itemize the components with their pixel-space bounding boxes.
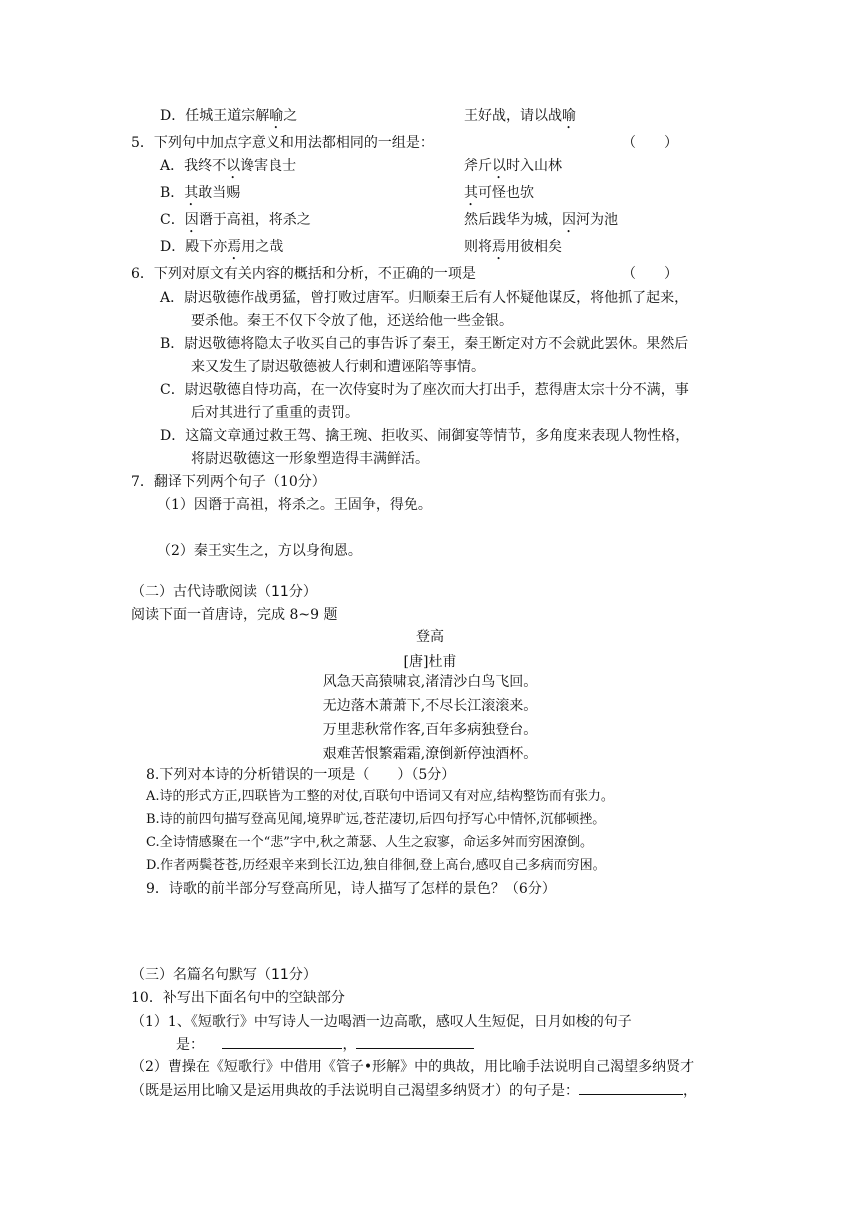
q9-stem: 9．诗歌的前半部分写登高所见，诗人描写了怎样的景色？（6分） bbox=[146, 881, 556, 897]
q7-sentence-2: （2）秦王实生之，方以身徇恩。 bbox=[157, 543, 362, 559]
q6-option-d-line2: 将尉迟敬德这一形象塑造得丰满鲜活。 bbox=[191, 451, 429, 467]
q5-option-b-right-text-end: 可怪也欤 bbox=[478, 185, 534, 201]
q6-option-d-line1 bbox=[160, 426, 689, 446]
q5-option-b-left-text-end: 敢当赐 bbox=[198, 185, 241, 201]
q5-option-c-right-dotted: 因 bbox=[562, 212, 576, 228]
q6-answer-paren: （ ） bbox=[622, 266, 678, 282]
q10-item1-prefix: 是： bbox=[176, 1037, 204, 1053]
q8-option-b: B.诗的前四句描写登高见闻,境界旷远,苍茫凄切,后四句抒写心中情怀,沉郁顿挫。 bbox=[146, 812, 606, 827]
q6-option-c-text1: 尉迟敬德自恃功高，在一次侍宴时为了座次而大打出手，惹得唐太宗十分不满，事 bbox=[184, 382, 689, 398]
q6-option-a-label: A． bbox=[160, 290, 185, 306]
q5-option-c-left-text-end: 谮于高祖，将杀之 bbox=[198, 212, 311, 228]
q10-stem: 10．补写出下面名句中的空缺部分 bbox=[131, 990, 345, 1006]
poem-author: [唐]杜甫 bbox=[403, 654, 457, 670]
q10-item1-blank-1[interactable] bbox=[222, 1034, 342, 1049]
q5-option-b-left bbox=[160, 183, 240, 209]
q7-stem: 7．翻译下列两个句子（10分） bbox=[131, 474, 326, 490]
q5-option-d-right-dotted: 焉 bbox=[492, 239, 506, 255]
q4-option-d-left-dotted: 喻 bbox=[269, 108, 284, 124]
q6-stem: 6．下列对原文有关内容的概括和分析，不正确的一项是 bbox=[131, 266, 476, 282]
q6-option-c-line2: 后对其进行了重重的责罚。 bbox=[191, 405, 359, 421]
q5-option-d-left-text: 殿下亦 bbox=[185, 239, 228, 255]
q10-item1-answer-line bbox=[176, 1034, 474, 1055]
q5-option-a-right bbox=[464, 156, 562, 182]
q5-option-d-right-text-end: 用彼相矣 bbox=[506, 239, 562, 255]
q5-option-a-left-text: 我终不 bbox=[184, 158, 227, 174]
q6-option-d-text1: 这篇文章通过救王驾、擒王琬、拒收买、闹御宴等情节，多角度来表现人物性格， bbox=[185, 428, 690, 444]
q8-stem: 8.下列对本诗的分析错误的一项是（ ）（5分） bbox=[146, 767, 456, 783]
q10-item2-line1: （2）曹操在《短歌行》中借用《管子•形解》中的典故，用比喻手法说明自己渴望多纳贤才 bbox=[131, 1059, 695, 1075]
q5-option-b-left-dotted: 其 bbox=[184, 185, 199, 201]
q10-item2-text: （既是运用比喻又是运用典故的手法说明自己渴望多纳贤才）的句子是： bbox=[131, 1083, 579, 1099]
q5-option-c-right bbox=[464, 210, 618, 236]
q5-option-a-right-dotted: 以 bbox=[492, 158, 506, 174]
q5-option-d-left bbox=[160, 237, 283, 263]
q6-option-a-line1 bbox=[160, 288, 688, 308]
q5-option-c-right-text-end: 河为池 bbox=[576, 212, 618, 228]
q5-option-d-left-dotted: 焉 bbox=[227, 239, 242, 255]
q5-option-a-right-text-end: 时入山林 bbox=[506, 158, 562, 174]
q5-stem: 5．下列句中加点字意义和用法都相同的一组是： bbox=[131, 135, 434, 151]
q6-option-c-line1 bbox=[160, 380, 689, 400]
q10-item1-line1: （1）1、《短歌行》中写诗人一边喝酒一边高歌，感叹人生短促，日月如梭的句子 bbox=[131, 1014, 632, 1030]
q5-option-a-left-text-end: 谗害良士 bbox=[240, 158, 297, 174]
q5-option-a-label: A． bbox=[160, 158, 185, 174]
q5-option-c-right-text: 然后践华为城， bbox=[464, 212, 562, 228]
poem-line-2: 无边落木萧萧下,不尽长江滚滚来。 bbox=[322, 698, 538, 714]
q6-option-c-label: C． bbox=[160, 382, 185, 398]
q5-option-d-left-text-end: 用之哉 bbox=[241, 239, 284, 255]
q10-item2-tail: ， bbox=[683, 1083, 697, 1099]
section2-intro: 阅读下面一首唐诗，完成 8~9 题 bbox=[131, 607, 338, 623]
poem-title: 登高 bbox=[416, 629, 444, 645]
q4-option-d-right-text: 王好战，请以战 bbox=[464, 108, 562, 124]
q5-option-d-right-text: 则将 bbox=[464, 239, 492, 255]
q6-option-d-label: D． bbox=[160, 428, 186, 444]
q4-option-d-right-dotted: 喻 bbox=[562, 108, 576, 124]
q5-option-c-left bbox=[160, 210, 311, 236]
q5-option-b-right bbox=[464, 183, 534, 209]
q6-option-b-label: B． bbox=[160, 336, 185, 352]
q8-option-a: A.诗的形式方正,四联皆为工整的对仗,百联句中语词又有对应,结构整饬而有张力。 bbox=[146, 789, 614, 804]
q4-option-d-right bbox=[464, 106, 576, 132]
q5-option-c-left-dotted: 因 bbox=[184, 212, 199, 228]
q8-option-c: C.全诗情感聚在一个“悲”字中,秋之萧瑟、人生之寂寥，命运多舛而穷困潦倒。 bbox=[146, 835, 594, 850]
q10-item2-blank[interactable] bbox=[579, 1080, 683, 1095]
poem-line-4: 艰难苦恨繁霜霜,潦倒新停浊酒杯。 bbox=[322, 746, 538, 762]
q5-option-a-left-dotted: 以 bbox=[226, 158, 241, 174]
q5-option-a-right-text: 斧斤 bbox=[464, 158, 492, 174]
q5-option-c-label: C． bbox=[160, 212, 185, 228]
q6-option-b-text1: 尉迟敬德将隐太子收买自己的事告诉了秦王，秦王断定对方不会就此罢休。果然后 bbox=[184, 336, 689, 352]
q6-option-b-line1 bbox=[160, 334, 688, 354]
q6-option-b-line2: 来又发生了尉迟敬德被人行刺和遭诬陷等事情。 bbox=[191, 359, 485, 375]
q5-option-d-label: D． bbox=[160, 239, 186, 255]
q5-answer-paren: （ ） bbox=[622, 135, 678, 151]
q6-option-a-text1: 尉迟敬德作战勇猛，曾打败过唐军。归顺秦王后有人怀疑他谋反，将他抓了起来， bbox=[184, 290, 689, 306]
q4-option-d-left-text-end: 之 bbox=[283, 108, 298, 124]
q5-option-b-right-dotted: 其 bbox=[464, 185, 478, 201]
q4-option-d-left-text: 任城王道宗解 bbox=[185, 108, 270, 124]
q10-item1-separator: ， bbox=[342, 1037, 357, 1053]
poem-line-3: 万里悲秋常作客,百年多病独登台。 bbox=[322, 722, 538, 738]
q5-option-b-label: B． bbox=[160, 185, 185, 201]
q5-option-d-right bbox=[464, 237, 562, 263]
q10-item2-line2 bbox=[131, 1080, 697, 1101]
q4-option-d-label: D． bbox=[160, 108, 186, 124]
section2-heading: （二）古代诗歌阅读（11分） bbox=[131, 584, 317, 600]
q8-option-d: D.作者两鬓苍苍,历经艰辛来到长江边,独自徘徊,登上高台,感叹自己多病而穷困。 bbox=[146, 858, 606, 873]
q7-sentence-1: （1）因谮于高祖，将杀之。王固争，得免。 bbox=[157, 497, 432, 513]
q5-option-a-left bbox=[160, 156, 296, 182]
q10-item1-blank-2[interactable] bbox=[356, 1034, 474, 1049]
q6-option-a-line2: 要杀他。秦王不仅下令放了他，还送给他一些金银。 bbox=[191, 313, 513, 329]
section3-heading: （三）名篇名句默写（11分） bbox=[131, 967, 317, 983]
poem-line-1: 风急天高猿啸哀,渚清沙白鸟飞回。 bbox=[322, 674, 538, 690]
q4-option-d-left bbox=[160, 106, 297, 132]
